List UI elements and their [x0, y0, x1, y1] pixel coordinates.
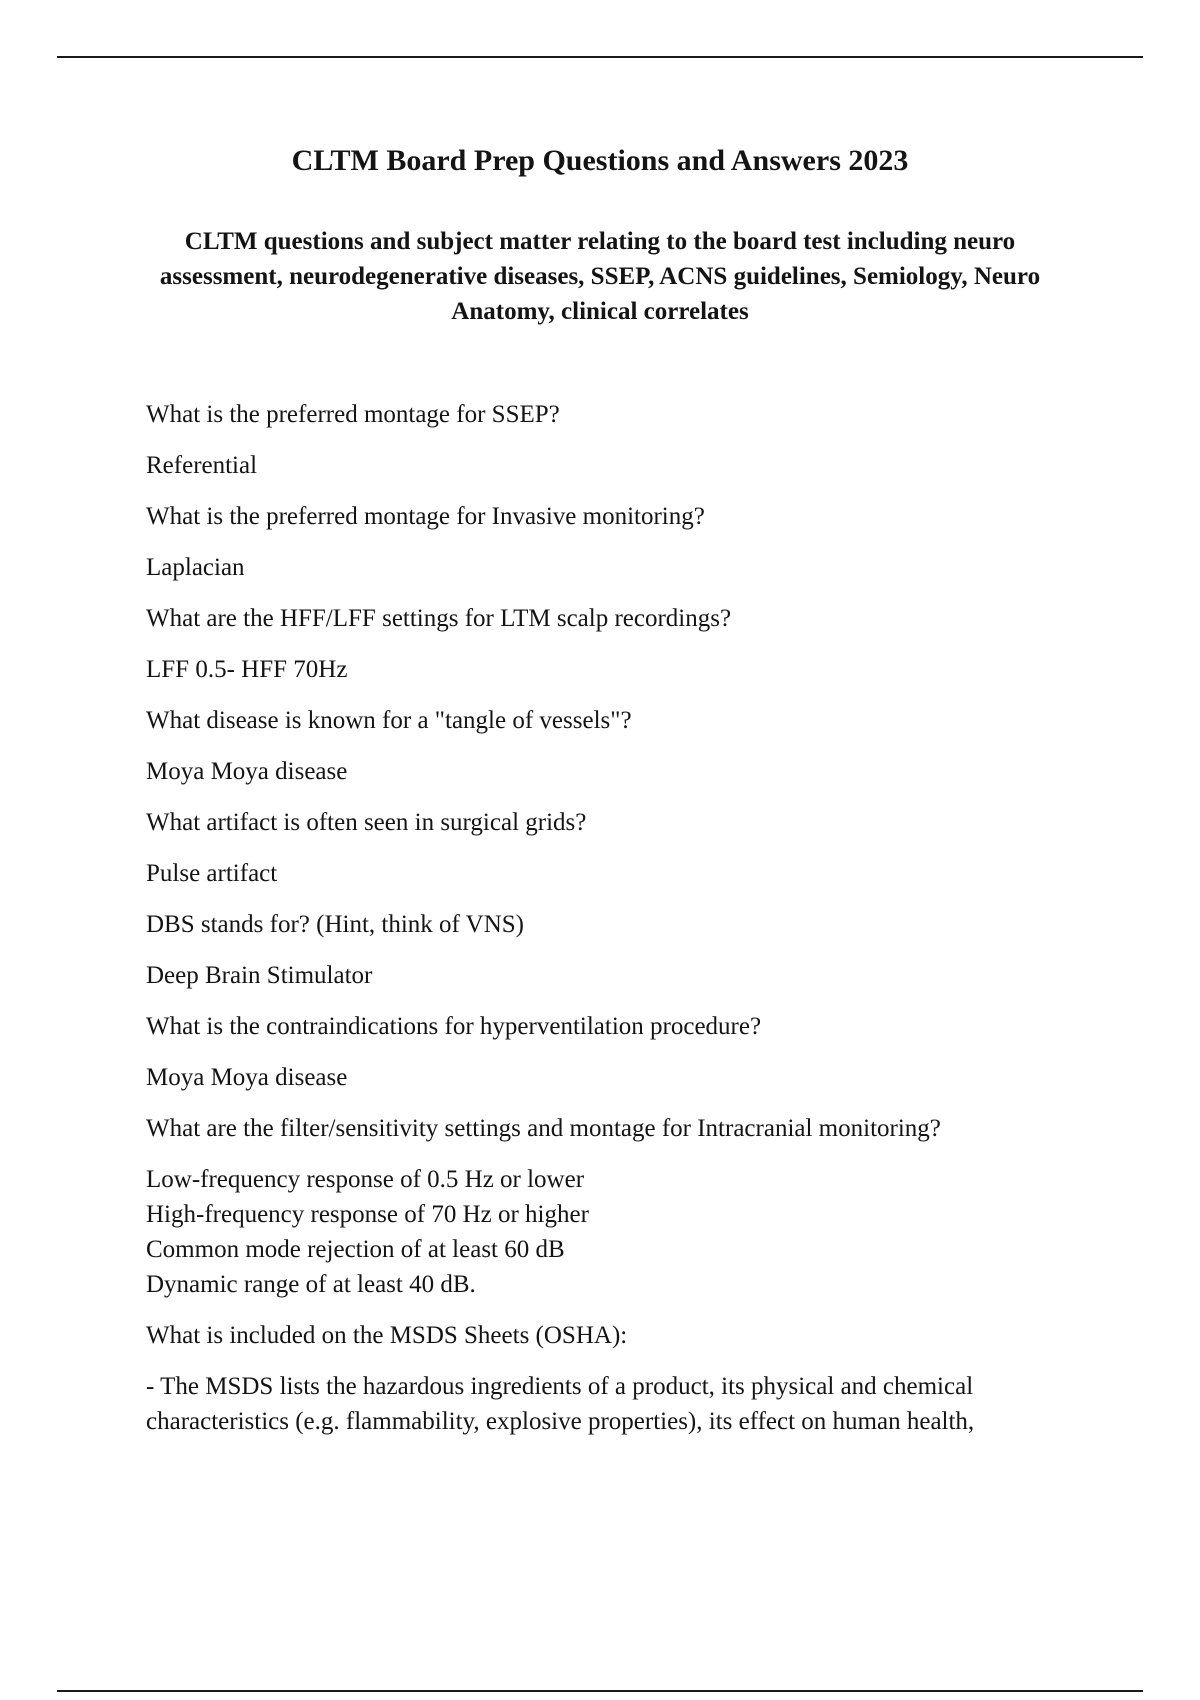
answer: Moya Moya disease — [146, 1064, 348, 1091]
question: DBS stands for? (Hint, think of VNS) — [146, 911, 525, 938]
answer: Referential — [146, 452, 258, 479]
answer-line: High-frequency response of 70 Hz or higher — [146, 1201, 589, 1228]
answer-line: Low-frequency response of 0.5 Hz or lower — [146, 1166, 585, 1193]
question: What disease is known for a "tangle of vessels"? — [146, 707, 632, 734]
top-rule — [57, 56, 1143, 58]
qa-list — [146, 397, 1106, 1455]
answer — [146, 1369, 1106, 1439]
document-subtitle: CLTM questions and subject matter relating to the board test including neuro assessment, neurodegenerative diseases, SSEP, ACNS guidelines, Semiology, Neuro Anatomy, clinical correlates — [159, 228, 1041, 325]
answer: Moya Moya disease — [146, 758, 348, 785]
question: What is the preferred montage for Invasive monitoring? — [146, 503, 705, 530]
answer-line: characteristics (e.g. flammability, explosive properties), its effect on human health, — [146, 1408, 975, 1435]
question: What is the preferred montage for SSEP? — [146, 401, 560, 428]
question: What is the contraindications for hyperventilation procedure? — [146, 1013, 762, 1040]
question: What are the HFF/LFF settings for LTM scalp recordings? — [146, 605, 732, 632]
question: What are the filter/sensitivity settings and montage for Intracranial monitoring? — [146, 1115, 941, 1142]
question: What is included on the MSDS Sheets (OSHA): — [146, 1322, 628, 1349]
answer: Laplacian — [146, 554, 245, 581]
bottom-rule — [57, 1690, 1143, 1692]
answer — [146, 1162, 1106, 1302]
answer-line: Dynamic range of at least 40 dB. — [146, 1271, 476, 1298]
question: What artifact is often seen in surgical grids? — [146, 809, 587, 836]
answer: Deep Brain Stimulator — [146, 962, 373, 989]
answer: LFF 0.5- HFF 70Hz — [146, 656, 348, 683]
answer-line: Common mode rejection of at least 60 dB — [146, 1236, 565, 1263]
document-title: CLTM Board Prep Questions and Answers 2023 — [291, 144, 909, 177]
answer-line: - The MSDS lists the hazardous ingredients of a product, its physical and chemical — [146, 1373, 974, 1400]
answer: Pulse artifact — [146, 860, 278, 887]
